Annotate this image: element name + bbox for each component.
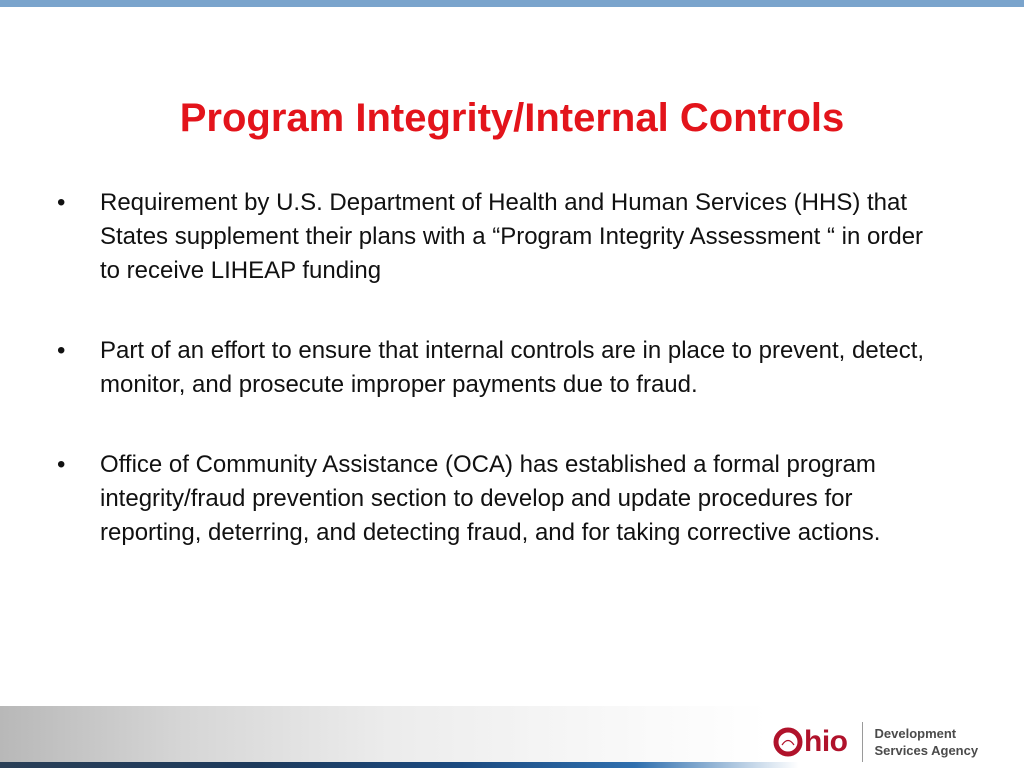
bullet-text: Requirement by U.S. Department of Health and Human Services (HHS) that States supplement their plans with a “Program Integrity Assessment “ in order to receive LIHEAP funding [100,189,924,284]
slide-footer [0,706,1024,768]
logo-word: hio [804,725,848,758]
ohio-o-icon [773,727,803,757]
bullet-item [57,186,947,288]
logo-agency-name [875,725,979,759]
footer-band [0,762,1024,768]
bullet-marker: • [57,189,66,216]
slide-title: Program Integrity/Internal Controls [179,96,845,140]
bullet-text: Part of an effort to ensure that internal controls are in place to prevent, detect, monitor, and prosecute improper payments due to fraud. [100,337,925,398]
ohio-development-services-agency-logo [773,722,978,762]
logo-agency-line1: Development [874,726,957,741]
logo-agency-line2: Services Agency [874,743,979,758]
bullet-list [57,186,947,596]
bullet-marker: • [57,451,66,478]
bullet-item [57,448,947,550]
bullet-marker: • [57,337,66,364]
logo-ohio-wordmark [773,724,848,760]
bullet-text: Office of Community Assistance (OCA) has established a formal program integrity/fraud prevention section to develop and update procedures for reporting, deterring, and detecting fraud, and for taking corrective actions. [100,451,881,546]
top-accent-bar [0,0,1024,7]
bullet-item [57,334,947,402]
logo-divider [862,722,863,762]
